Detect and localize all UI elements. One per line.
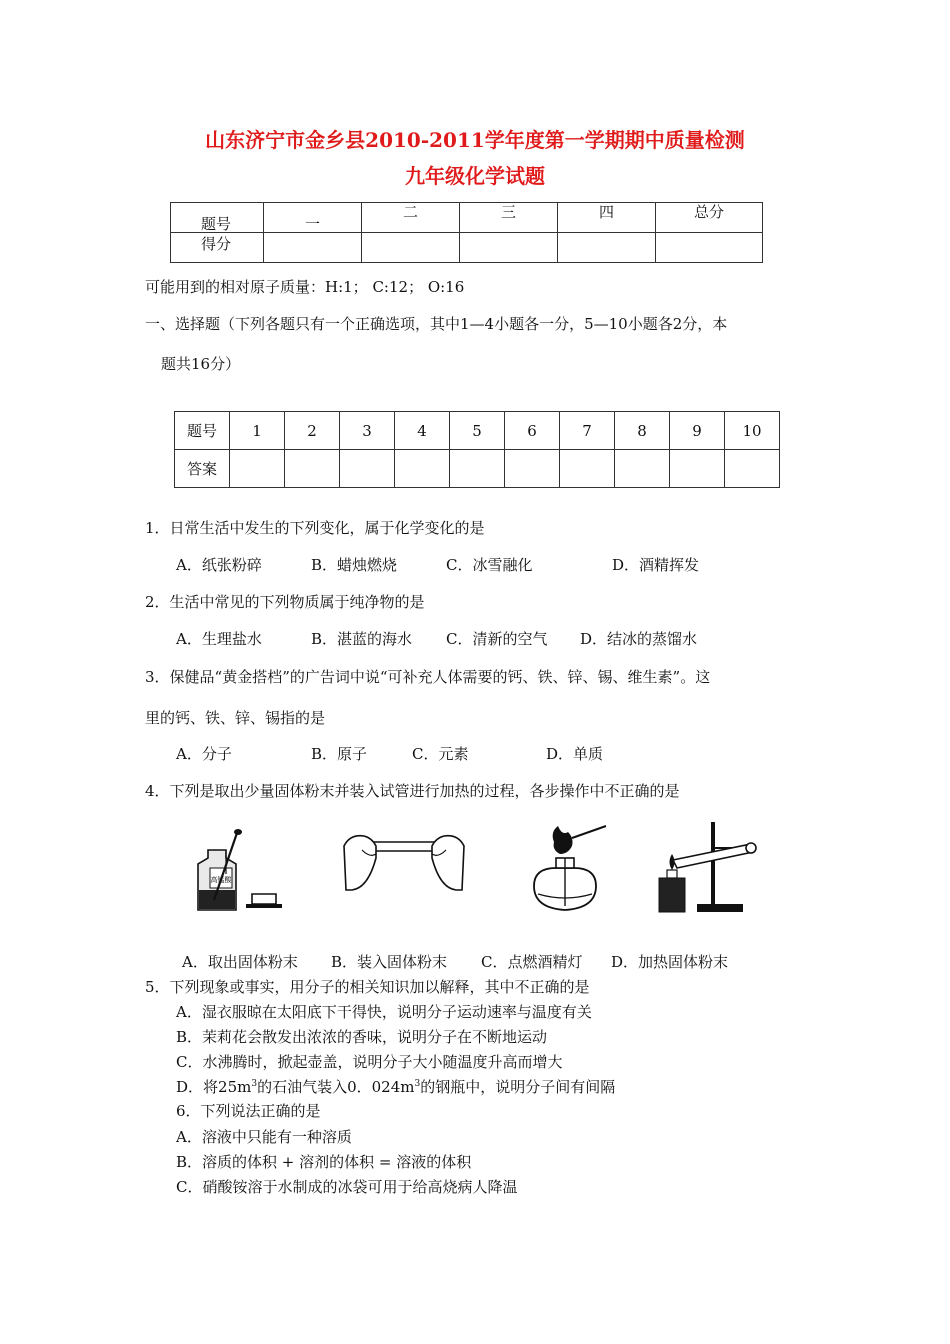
score-header-cell: 三 — [460, 203, 558, 233]
question-number: 6 — [505, 412, 560, 450]
q6-option-c: C．硝酸铵溶于水制成的冰袋可用于给高烧病人降温 — [176, 1178, 518, 1196]
q1-option-a: A．纸张粉碎 — [176, 556, 262, 574]
q2-stem: 2．生活中常见的下列物质属于纯净物的是 — [145, 593, 425, 611]
q6-option-b: B．溶质的体积 + 溶剂的体积 = 溶液的体积 — [176, 1153, 472, 1171]
answer-cell — [505, 450, 560, 488]
q5-stem: 5．下列现象或事实，用分子的相关知识加以解释，其中不正确的是 — [145, 978, 590, 996]
score-header-cell: 四 — [558, 203, 656, 233]
bottle-label-text: 高锰酸 — [210, 876, 232, 884]
answer-table-number-row — [175, 412, 780, 450]
answer-cell — [450, 450, 505, 488]
answer-cell — [670, 450, 725, 488]
q5-option-a: A．湿衣服晾在太阳底下干得快，说明分子运动速率与温度有关 — [176, 1003, 592, 1021]
q4-option-c: C．点燃酒精灯 — [481, 953, 583, 971]
q1-option-b: B．蜡烛燃烧 — [311, 556, 398, 574]
exam-title: 山东济宁市金乡县2010-2011学年度第一学期期中质量检测 — [205, 128, 745, 152]
question-number: 4 — [395, 412, 450, 450]
section-heading: 一、选择题（下列各题只有一个正确选项，其中1—4小题各一分，5—10小题各2分，本 — [145, 315, 728, 333]
answer-cell — [615, 450, 670, 488]
q1-option-d: D．酒精挥发 — [612, 556, 700, 574]
test-tube-hands-illustration — [342, 828, 466, 894]
q3-stem-cont: 里的钙、铁、锌、锡指的是 — [145, 709, 326, 727]
question-number: 9 — [670, 412, 725, 450]
score-cell — [558, 233, 656, 263]
question-number: 3 — [340, 412, 395, 450]
q1-stem: 1．日常生活中发生的下列变化，属于化学变化的是 — [145, 519, 485, 537]
q6-stem: 6．下列说法正确的是 — [176, 1102, 321, 1120]
score-table-header-row — [171, 203, 763, 233]
score-table-score-row — [171, 233, 763, 263]
score-header-cell: 一 — [264, 203, 362, 233]
question-number: 10 — [725, 412, 780, 450]
q4-option-b: B．装入固体粉末 — [331, 953, 448, 971]
q2-option-b: B．湛蓝的海水 — [311, 630, 413, 648]
answer-cell — [230, 450, 285, 488]
answer-cell — [560, 450, 615, 488]
section-heading-cont: 题共16分） — [161, 355, 241, 373]
answer-table — [174, 411, 780, 488]
score-header-cell: 二 — [362, 203, 460, 233]
answer-cell — [340, 450, 395, 488]
question-number: 7 — [560, 412, 615, 450]
answer-cell — [725, 450, 780, 488]
q3-option-b: B．原子 — [311, 745, 368, 763]
score-cell — [656, 233, 763, 263]
reagent-bottle-illustration — [196, 828, 286, 912]
answer-row-label: 答案 — [175, 450, 230, 488]
answer-table-answer-row — [175, 450, 780, 488]
score-cell — [362, 233, 460, 263]
q5-option-b: B．茉莉花会散发出浓浓的香味，说明分子在不断地运动 — [176, 1028, 548, 1046]
score-table — [170, 202, 763, 263]
answer-header-label: 题号 — [175, 412, 230, 450]
q4-option-a: A．取出固体粉末 — [182, 953, 298, 971]
question-number: 5 — [450, 412, 505, 450]
atomic-mass-note: 可能用到的相对原子质量：H:1； C:12； O:16 — [145, 278, 465, 296]
q3-option-a: A．分子 — [176, 745, 232, 763]
alcohol-lamp-illustration — [528, 824, 610, 914]
q4-option-d: D．加热固体粉末 — [611, 953, 729, 971]
q3-stem: 3．保健品“黄金搭档”的广告词中说“可补充人体需要的钙、铁、锌、锡、维生素”。这 — [145, 668, 711, 686]
q3-option-d: D．单质 — [546, 745, 604, 763]
answer-cell — [285, 450, 340, 488]
q5-option-c: C．水沸腾时，掀起壶盖，说明分子大小随温度升高而增大 — [176, 1053, 563, 1071]
q2-option-a: A．生理盐水 — [176, 630, 262, 648]
score-header-cell: 总分 — [656, 203, 763, 233]
heating-apparatus-illustration — [655, 820, 767, 914]
score-header-cell: 题号 — [171, 203, 264, 233]
q2-option-d: D．结冰的蒸馏水 — [580, 630, 698, 648]
q2-option-c: C．清新的空气 — [446, 630, 548, 648]
question-number: 2 — [285, 412, 340, 450]
score-cell — [460, 233, 558, 263]
q5-option-d: D．将$25m^3$的石油气装入0．$024m^3$的钢瓶中，说明分子间有间隔 — [176, 1078, 616, 1096]
q6-option-a: A．溶液中只能有一种溶质 — [176, 1128, 352, 1146]
q1-option-c: C．冰雪融化 — [446, 556, 533, 574]
question-number: 1 — [230, 412, 285, 450]
exam-subtitle: 九年级化学试题 — [405, 164, 545, 188]
q3-option-c: C．元素 — [412, 745, 469, 763]
q4-stem: 4．下列是取出少量固体粉末并装入试管进行加热的过程，各步操作中不正确的是 — [145, 782, 680, 800]
answer-cell — [395, 450, 450, 488]
score-row-label: 得分 — [171, 233, 264, 263]
score-cell — [264, 233, 362, 263]
question-number: 8 — [615, 412, 670, 450]
